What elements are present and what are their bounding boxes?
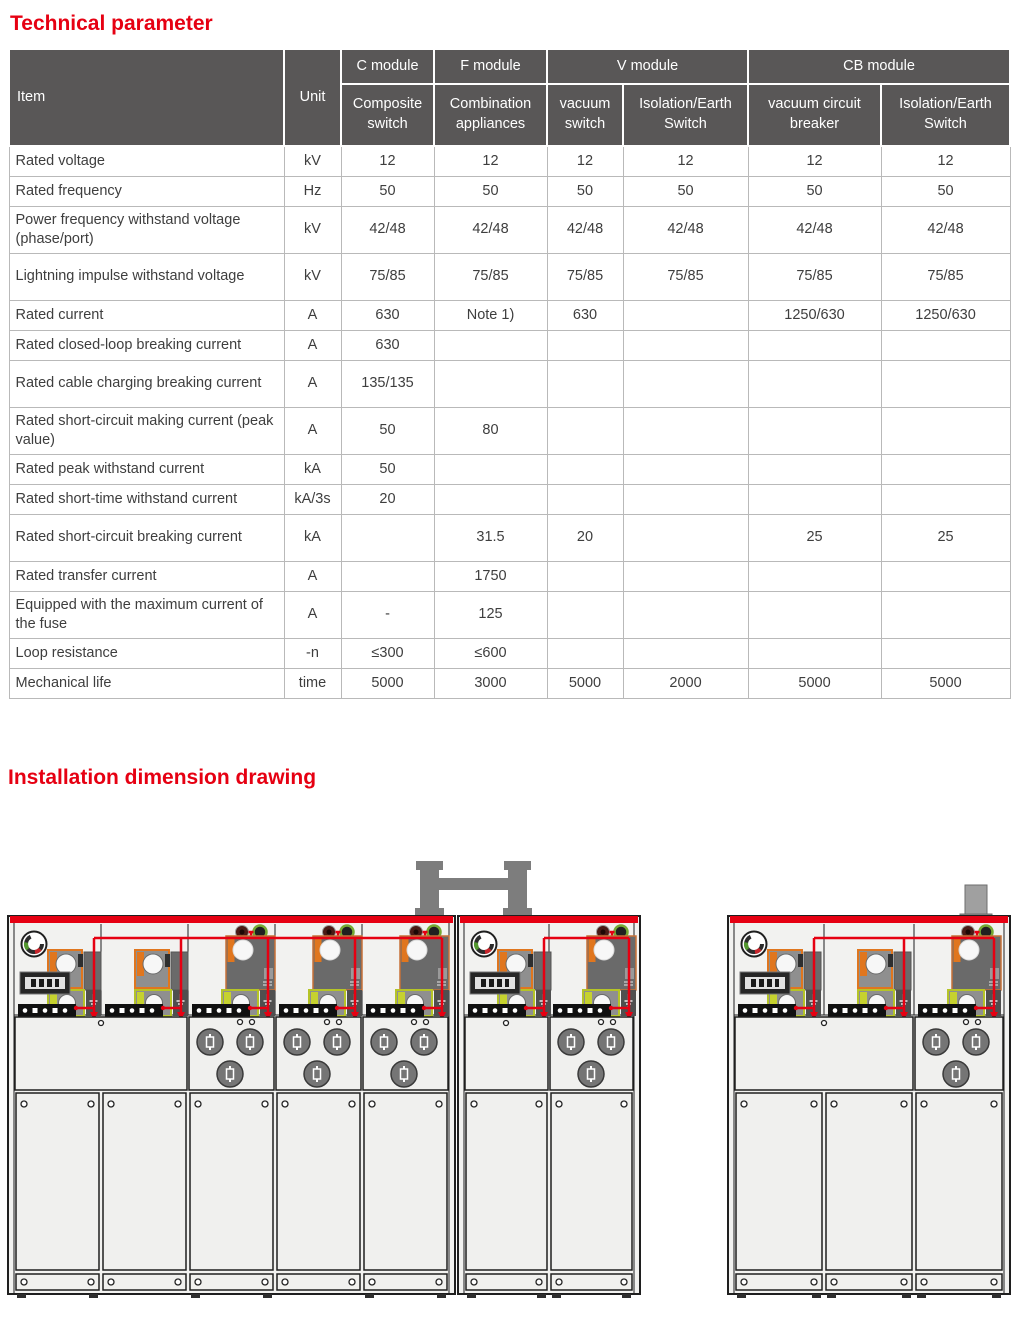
header-isolation-earth-switch-v: Isolation/Earth Switch [623, 84, 748, 146]
value-cell: 50 [341, 407, 434, 454]
value-cell [547, 360, 623, 407]
value-cell [547, 454, 623, 484]
table-row [9, 206, 1010, 253]
unit-cell: A [284, 591, 341, 638]
value-cell [623, 454, 748, 484]
value-cell: 20 [547, 514, 623, 561]
value-cell [748, 407, 881, 454]
value-cell [623, 330, 748, 360]
cabinet-doors [736, 1093, 1002, 1270]
pressure-relief-duct [960, 885, 992, 920]
value-cell [881, 591, 1010, 638]
table-row [9, 330, 1010, 360]
item-cell: Rated voltage [9, 146, 284, 176]
table-row [9, 514, 1010, 561]
value-cell: 12 [748, 146, 881, 176]
value-cell: 12 [341, 146, 434, 176]
value-cell: 5000 [881, 668, 1010, 698]
value-cell [623, 407, 748, 454]
value-cell: 12 [434, 146, 547, 176]
value-cell: ≤600 [434, 638, 547, 668]
value-cell: 12 [881, 146, 1010, 176]
header-group-c-module: C module [341, 49, 434, 84]
header-item: Item [9, 49, 284, 146]
value-cell: 5000 [748, 668, 881, 698]
cabinet-2-module [458, 916, 640, 1298]
unit-cell: kV [284, 146, 341, 176]
value-cell [341, 514, 434, 561]
value-cell: 42/48 [748, 206, 881, 253]
cabinet-doors [16, 1093, 447, 1270]
table-row [9, 300, 1010, 330]
cabinet-5-module [8, 916, 455, 1298]
value-cell: 50 [547, 176, 623, 206]
table-row [9, 176, 1010, 206]
value-cell: 80 [434, 407, 547, 454]
item-cell: Rated current [9, 300, 284, 330]
value-cell [881, 407, 1010, 454]
value-cell: 12 [547, 146, 623, 176]
table-row [9, 591, 1010, 638]
value-cell [748, 454, 881, 484]
lifting-frame [415, 861, 532, 916]
item-cell: Rated short-circuit breaking current [9, 514, 284, 561]
value-cell [547, 407, 623, 454]
value-cell [748, 638, 881, 668]
value-cell [623, 591, 748, 638]
value-cell: 1250/630 [881, 300, 1010, 330]
value-cell [547, 591, 623, 638]
item-cell: Mechanical life [9, 668, 284, 698]
value-cell: 5000 [341, 668, 434, 698]
spec-table [8, 48, 1011, 699]
item-cell: Rated closed-loop breaking current [9, 330, 284, 360]
value-cell [434, 454, 547, 484]
value-cell [623, 514, 748, 561]
installation-drawing-title: Installation dimension drawing [8, 766, 317, 789]
header-group-v-module: V module [547, 49, 748, 84]
value-cell [748, 484, 881, 514]
value-cell [547, 484, 623, 514]
table-row [9, 454, 1010, 484]
item-cell: Rated short-time withstand current [9, 484, 284, 514]
value-cell [341, 561, 434, 591]
value-cell [547, 638, 623, 668]
value-cell: 42/48 [547, 206, 623, 253]
item-cell: Rated short-circuit making current (peak value) [9, 407, 284, 454]
table-row [9, 253, 1010, 300]
value-cell: 75/85 [341, 253, 434, 300]
unit-cell: kA [284, 454, 341, 484]
unit-cell: kV [284, 253, 341, 300]
unit-cell: kV [284, 206, 341, 253]
value-cell [623, 300, 748, 330]
table-row [9, 638, 1010, 668]
value-cell: 25 [881, 514, 1010, 561]
value-cell [881, 360, 1010, 407]
value-cell: 42/48 [881, 206, 1010, 253]
header-vacuum-circuit-breaker: vacuum circuit breaker [748, 84, 881, 146]
value-cell [547, 330, 623, 360]
table-row [9, 360, 1010, 407]
item-cell: Rated peak withstand current [9, 454, 284, 484]
item-cell: Loop resistance [9, 638, 284, 668]
value-cell [434, 330, 547, 360]
value-cell: 31.5 [434, 514, 547, 561]
unit-cell: A [284, 360, 341, 407]
value-cell: 50 [748, 176, 881, 206]
unit-cell: kA/3s [284, 484, 341, 514]
value-cell: 630 [341, 300, 434, 330]
value-cell: 20 [341, 484, 434, 514]
value-cell: 25 [748, 514, 881, 561]
value-cell [881, 484, 1010, 514]
technical-parameter-title: Technical parameter [10, 12, 213, 35]
value-cell: 5000 [547, 668, 623, 698]
unit-cell: A [284, 330, 341, 360]
value-cell [623, 484, 748, 514]
item-cell: Rated transfer current [9, 561, 284, 591]
value-cell: 42/48 [434, 206, 547, 253]
table-row [9, 484, 1010, 514]
unit-cell: Hz [284, 176, 341, 206]
header-unit: Unit [284, 49, 341, 146]
header-group-cb-module: CB module [748, 49, 1010, 84]
value-cell: 50 [341, 454, 434, 484]
value-cell: 75/85 [881, 253, 1010, 300]
table-row [9, 407, 1010, 454]
item-cell: Rated cable charging breaking current [9, 360, 284, 407]
value-cell: Note 1) [434, 300, 547, 330]
value-cell [881, 638, 1010, 668]
value-cell: 42/48 [623, 206, 748, 253]
value-cell [881, 454, 1010, 484]
table-row [9, 561, 1010, 591]
value-cell [434, 484, 547, 514]
header-isolation-earth-switch-cb: Isolation/Earth Switch [881, 84, 1010, 146]
value-cell: 125 [434, 591, 547, 638]
value-cell: 75/85 [623, 253, 748, 300]
header-vacuum-switch: vacuum switch [547, 84, 623, 146]
table-body [9, 146, 1010, 698]
table-row [9, 668, 1010, 698]
value-cell: 1750 [434, 561, 547, 591]
value-cell: 42/48 [341, 206, 434, 253]
item-cell: Lightning impulse withstand voltage [9, 253, 284, 300]
value-cell [434, 360, 547, 407]
unit-cell: -n [284, 638, 341, 668]
value-cell: 3000 [434, 668, 547, 698]
value-cell [748, 330, 881, 360]
value-cell: 75/85 [434, 253, 547, 300]
value-cell [748, 561, 881, 591]
installation-drawing [0, 850, 1017, 1305]
unit-cell: time [284, 668, 341, 698]
value-cell [623, 638, 748, 668]
value-cell [547, 561, 623, 591]
value-cell: 75/85 [748, 253, 881, 300]
item-cell: Power frequency withstand voltage (phase/port) [9, 206, 284, 253]
value-cell: 630 [341, 330, 434, 360]
value-cell [748, 360, 881, 407]
value-cell: 50 [434, 176, 547, 206]
table-row [9, 146, 1010, 176]
value-cell [623, 561, 748, 591]
value-cell: 2000 [623, 668, 748, 698]
value-cell: 50 [623, 176, 748, 206]
unit-cell: kA [284, 514, 341, 561]
item-cell: Equipped with the maximum current of the fuse [9, 591, 284, 638]
value-cell: ≤300 [341, 638, 434, 668]
unit-cell: A [284, 561, 341, 591]
unit-cell: A [284, 407, 341, 454]
value-cell: 135/135 [341, 360, 434, 407]
item-cell: Rated frequency [9, 176, 284, 206]
cabinet-3-module [728, 916, 1010, 1298]
header-composite-switch: Composite switch [341, 84, 434, 146]
value-cell: 12 [623, 146, 748, 176]
header-group-f-module: F module [434, 49, 547, 84]
value-cell: 50 [341, 176, 434, 206]
value-cell: 1250/630 [748, 300, 881, 330]
value-cell [623, 360, 748, 407]
unit-cell: A [284, 300, 341, 330]
value-cell: 50 [881, 176, 1010, 206]
value-cell [881, 330, 1010, 360]
value-cell: 630 [547, 300, 623, 330]
header-combination-appliances: Combination appliances [434, 84, 547, 146]
value-cell: - [341, 591, 434, 638]
value-cell [748, 591, 881, 638]
value-cell: 75/85 [547, 253, 623, 300]
table-header [9, 49, 1010, 146]
technical-parameter-table [8, 48, 1011, 699]
value-cell [881, 561, 1010, 591]
